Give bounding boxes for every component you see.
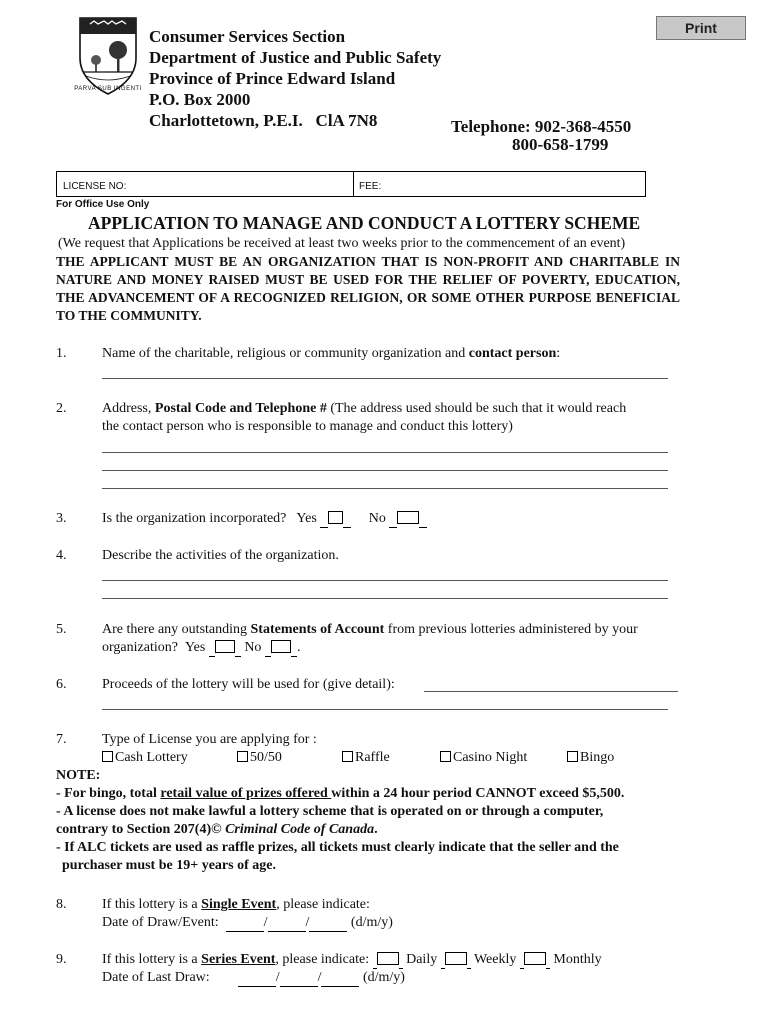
telephone-2: 800-658-1799	[512, 135, 609, 154]
note-computer: - A license does not make lawful a lottery scheme that is operated on or through a computer,	[56, 804, 604, 819]
note-age: purchaser must be 19+ years of age.	[62, 858, 276, 873]
print-button[interactable]: Print	[656, 16, 746, 40]
q4-number: 4.	[56, 548, 67, 563]
page-title: APPLICATION TO MANAGE AND CONDUCT A LOTTERY SCHEME	[88, 213, 641, 233]
q6-text: Proceeds of the lottery will be used for (give detail):	[102, 677, 395, 692]
header-line-3: Province of Prince Edward Island	[149, 69, 396, 88]
q6-answer-line[interactable]	[102, 709, 668, 710]
header-line-1: Consumer Services Section	[149, 27, 346, 46]
q8-day-field[interactable]	[226, 931, 264, 932]
q9-text: If this lottery is a Series Event, please indicate: Daily Weekly Monthly Date of Last Draw: / / (d/m/y)	[102, 952, 602, 985]
office-use-only: For Office Use Only	[56, 199, 150, 210]
q7-text: Type of License you are applying for :	[102, 732, 317, 747]
casino-night-checkbox[interactable]	[440, 751, 451, 762]
q1-answer-line[interactable]	[102, 378, 668, 379]
q2-text: Address, Postal Code and Telephone # (The address used should be such that it would reach the contact person who is responsible to manage and conduct this lottery)	[102, 401, 627, 434]
q5-number: 5.	[56, 622, 67, 637]
q5-no-label: No	[244, 640, 262, 655]
q3-no-label: No	[368, 511, 386, 526]
q8-year-field[interactable]	[309, 931, 347, 932]
q5-no-checkbox[interactable]	[271, 640, 291, 653]
bingo-checkbox[interactable]	[567, 751, 578, 762]
q3-no-checkbox[interactable]	[397, 511, 419, 524]
note-bingo: - For bingo, total retail value of prizes offered within a 24 hour period CANNOT exceed $5,500.	[56, 786, 625, 801]
note-block	[56, 767, 624, 875]
license-no-label: LICENSE NO:	[63, 181, 127, 192]
q1-number: 1.	[56, 346, 67, 361]
fifty-fifty-checkbox[interactable]	[237, 751, 248, 762]
q6-number: 6.	[56, 677, 67, 692]
q3-yes-checkbox[interactable]	[328, 511, 343, 524]
note-criminal-code: contrary to Section 207(4)© Criminal Code of Canada.	[56, 822, 378, 837]
q2-answer-line[interactable]	[102, 488, 668, 489]
q3-number: 3.	[56, 511, 67, 526]
q2-number: 2.	[56, 401, 67, 416]
q3-text: Is the organization incorporated? Yes No	[102, 510, 427, 528]
office-use-box	[56, 171, 646, 197]
q7-option-bingo[interactable]: Bingo	[567, 749, 614, 767]
q4-answer-line[interactable]	[102, 598, 668, 599]
eligibility-paragraph: THE APPLICANT MUST BE AN ORGANIZATION THAT IS NON-PROFIT AND CHARITABLE IN NATURE AND MONEY RAISED MUST BE USED FOR THE RELIEF OF POVERTY, EDUCATION, THE ADVANCEMENT OF A RECOGNIZED RELIGION, OR SOME OTHER PURPOSE BENEFICIAL TO THE COMMUNITY.	[56, 254, 680, 323]
q9-weekly-checkbox[interactable]	[445, 952, 467, 965]
q6-answer-line[interactable]	[424, 691, 678, 692]
note-title: NOTE:	[56, 768, 101, 783]
q7-option-cash-lottery[interactable]: Cash Lottery	[102, 749, 188, 767]
q5-text: Are there any outstanding Statements of Account from previous lotteries administered by your organization? Yes No .	[102, 622, 638, 655]
license-no-input[interactable]	[147, 175, 351, 197]
q9-month-field[interactable]	[280, 986, 318, 987]
q8-text: If this lottery is a Single Event, please indicate: Date of Draw/Event: / / (d/m/y)	[102, 897, 393, 930]
q4-text: Describe the activities of the organization.	[102, 548, 339, 563]
crest-motto: PARVA SUB INGENTI	[74, 86, 142, 92]
raffle-checkbox[interactable]	[342, 751, 353, 762]
telephone: Telephone: 902-368-4550	[451, 117, 632, 136]
department-header	[149, 26, 441, 131]
q3-yes-label: Yes	[296, 511, 317, 526]
q9-monthly-checkbox[interactable]	[524, 952, 546, 965]
q5-yes-label: Yes	[184, 640, 206, 655]
q4-answer-line[interactable]	[102, 580, 668, 581]
q5-yes-checkbox[interactable]	[215, 640, 235, 653]
note-alc: - If ALC tickets are used as raffle prizes, all tickets must clearly indicate that the seller and the	[56, 840, 619, 855]
q8-number: 8.	[56, 897, 67, 912]
header-line-5: Charlottetown, P.E.I. ClA 7N8	[149, 111, 378, 130]
q9-number: 9.	[56, 952, 67, 967]
fee-label: FEE:	[359, 181, 382, 192]
intro-text: (We request that Applications be received at least two weeks prior to the commencement of an event)	[58, 236, 626, 251]
q7-option-casino-night[interactable]: Casino Night	[440, 749, 527, 767]
q9-day-field[interactable]	[238, 986, 276, 987]
q1-text: Name of the charitable, religious or community organization and contact person:	[102, 346, 561, 361]
q2-answer-line[interactable]	[102, 470, 668, 471]
q7-option-raffle[interactable]: Raffle	[342, 749, 390, 767]
q7-option-50-50[interactable]: 50/50	[237, 749, 282, 767]
header-line-2: Department of Justice and Public Safety	[149, 48, 442, 67]
header-line-4: P.O. Box 2000	[149, 90, 251, 109]
q2-answer-line[interactable]	[102, 452, 668, 453]
cash-lottery-checkbox[interactable]	[102, 751, 113, 762]
q8-month-field[interactable]	[268, 931, 306, 932]
q9-year-field[interactable]	[321, 986, 359, 987]
q9-daily-checkbox[interactable]	[377, 952, 399, 965]
q7-number: 7.	[56, 732, 67, 747]
fee-input[interactable]	[393, 175, 645, 197]
